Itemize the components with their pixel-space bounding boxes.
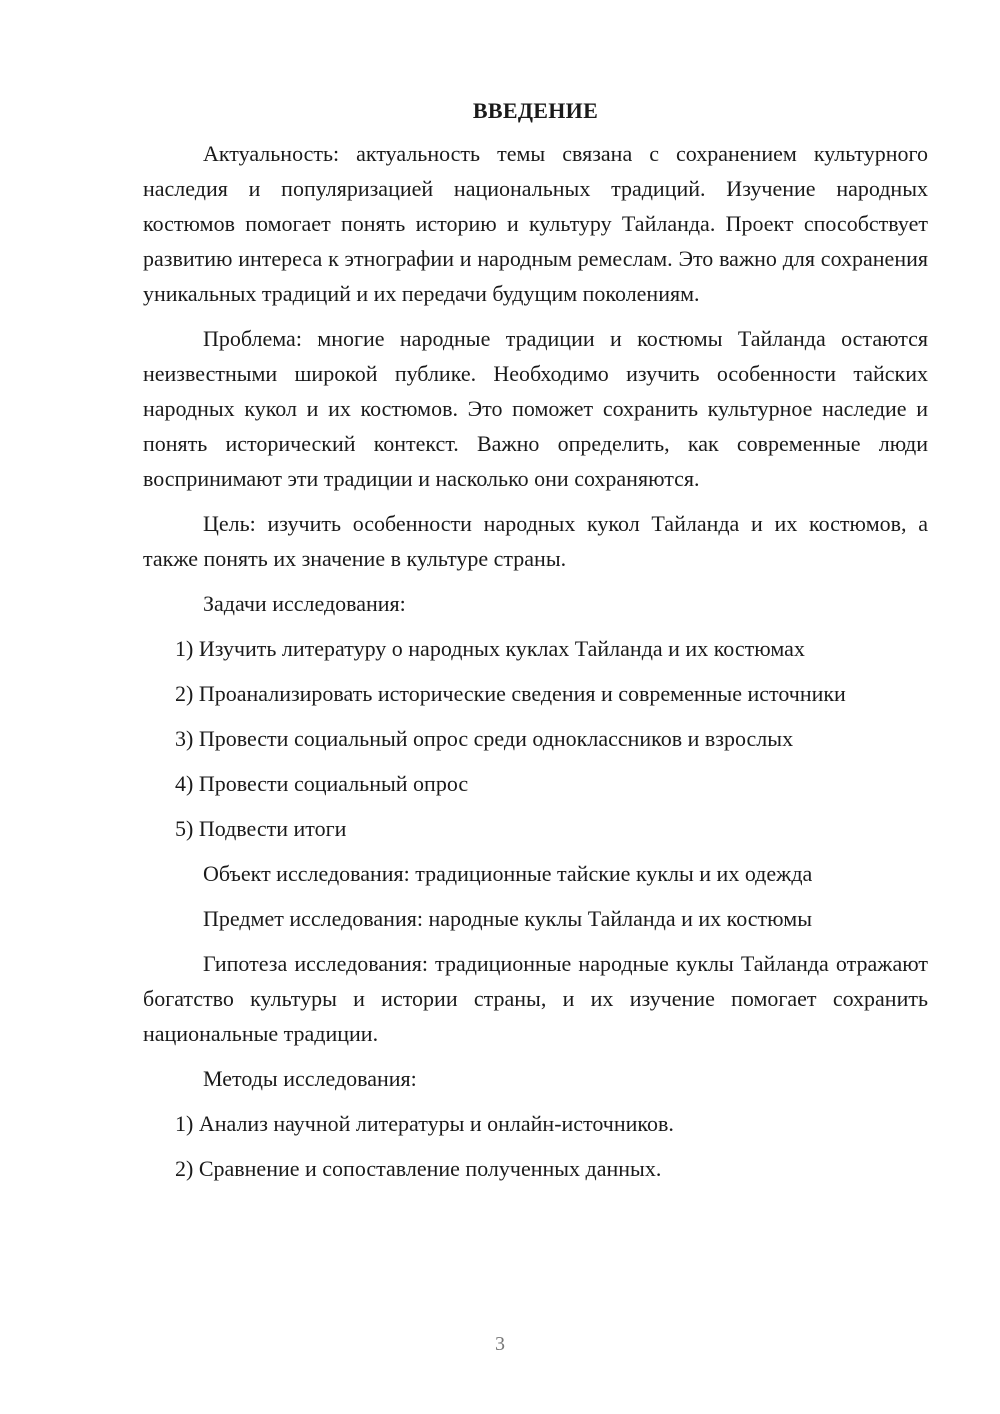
document-page	[143, 96, 928, 1196]
hypothesis-paragraph: Гипотеза исследования: традиционные народные куклы Тайланда отражают богатство культуры и истории страны, и их изучение помогает сохранить национальные традиции.	[143, 951, 928, 1046]
subject-paragraph: Предмет исследования: народные куклы Тайланда и их костюмы	[203, 906, 812, 931]
page-title: ВВЕДЕНИЕ	[472, 98, 599, 123]
task-item-2: 2) Проанализировать исторические сведения и современные источники	[175, 681, 846, 706]
object-paragraph: Объект исследования: традиционные тайские куклы и их одежда	[203, 861, 813, 886]
method-item-1: 1) Анализ научной литературы и онлайн-источников.	[175, 1111, 674, 1136]
task-item-5: 5) Подвести итоги	[175, 816, 347, 841]
task-item-1: 1) Изучить литературу о народных куклах Тайланда и их костюмах	[175, 636, 805, 661]
method-item-2: 2) Сравнение и сопоставление полученных данных.	[175, 1156, 662, 1181]
tasks-heading: Задачи исследования:	[203, 591, 406, 616]
relevance-paragraph: Актуальность: актуальность темы связана с сохранением культурного наследия и популяризацией национальных традиций. Изучение народных костюмов помогает понять историю и культуру Тайланда. Проект способствует развитию интереса к этнографии и народным ремеслам. Это важно для сохранения уникальных традиций и их передачи будущим поколениям.	[143, 141, 928, 306]
task-item-3: 3) Провести социальный опрос среди одноклассников и взрослых	[175, 726, 794, 751]
methods-heading: Методы исследования:	[203, 1066, 417, 1091]
problem-paragraph: Проблема: многие народные традиции и костюмы Тайланда остаются неизвестными широкой публике. Необходимо изучить особенности тайских народных кукол и их костюмов. Это поможет сохранить культурное наследие и понять исторический контекст. Важно определить, как современные люди воспринимают эти традиции и насколько они сохраняются.	[143, 326, 928, 491]
goal-paragraph: Цель: изучить особенности народных кукол Тайланда и их костюмов, а также понять их значение в культуре страны.	[143, 511, 928, 571]
task-item-4: 4) Провести социальный опрос	[175, 771, 469, 796]
page-number: 3	[495, 1333, 505, 1355]
